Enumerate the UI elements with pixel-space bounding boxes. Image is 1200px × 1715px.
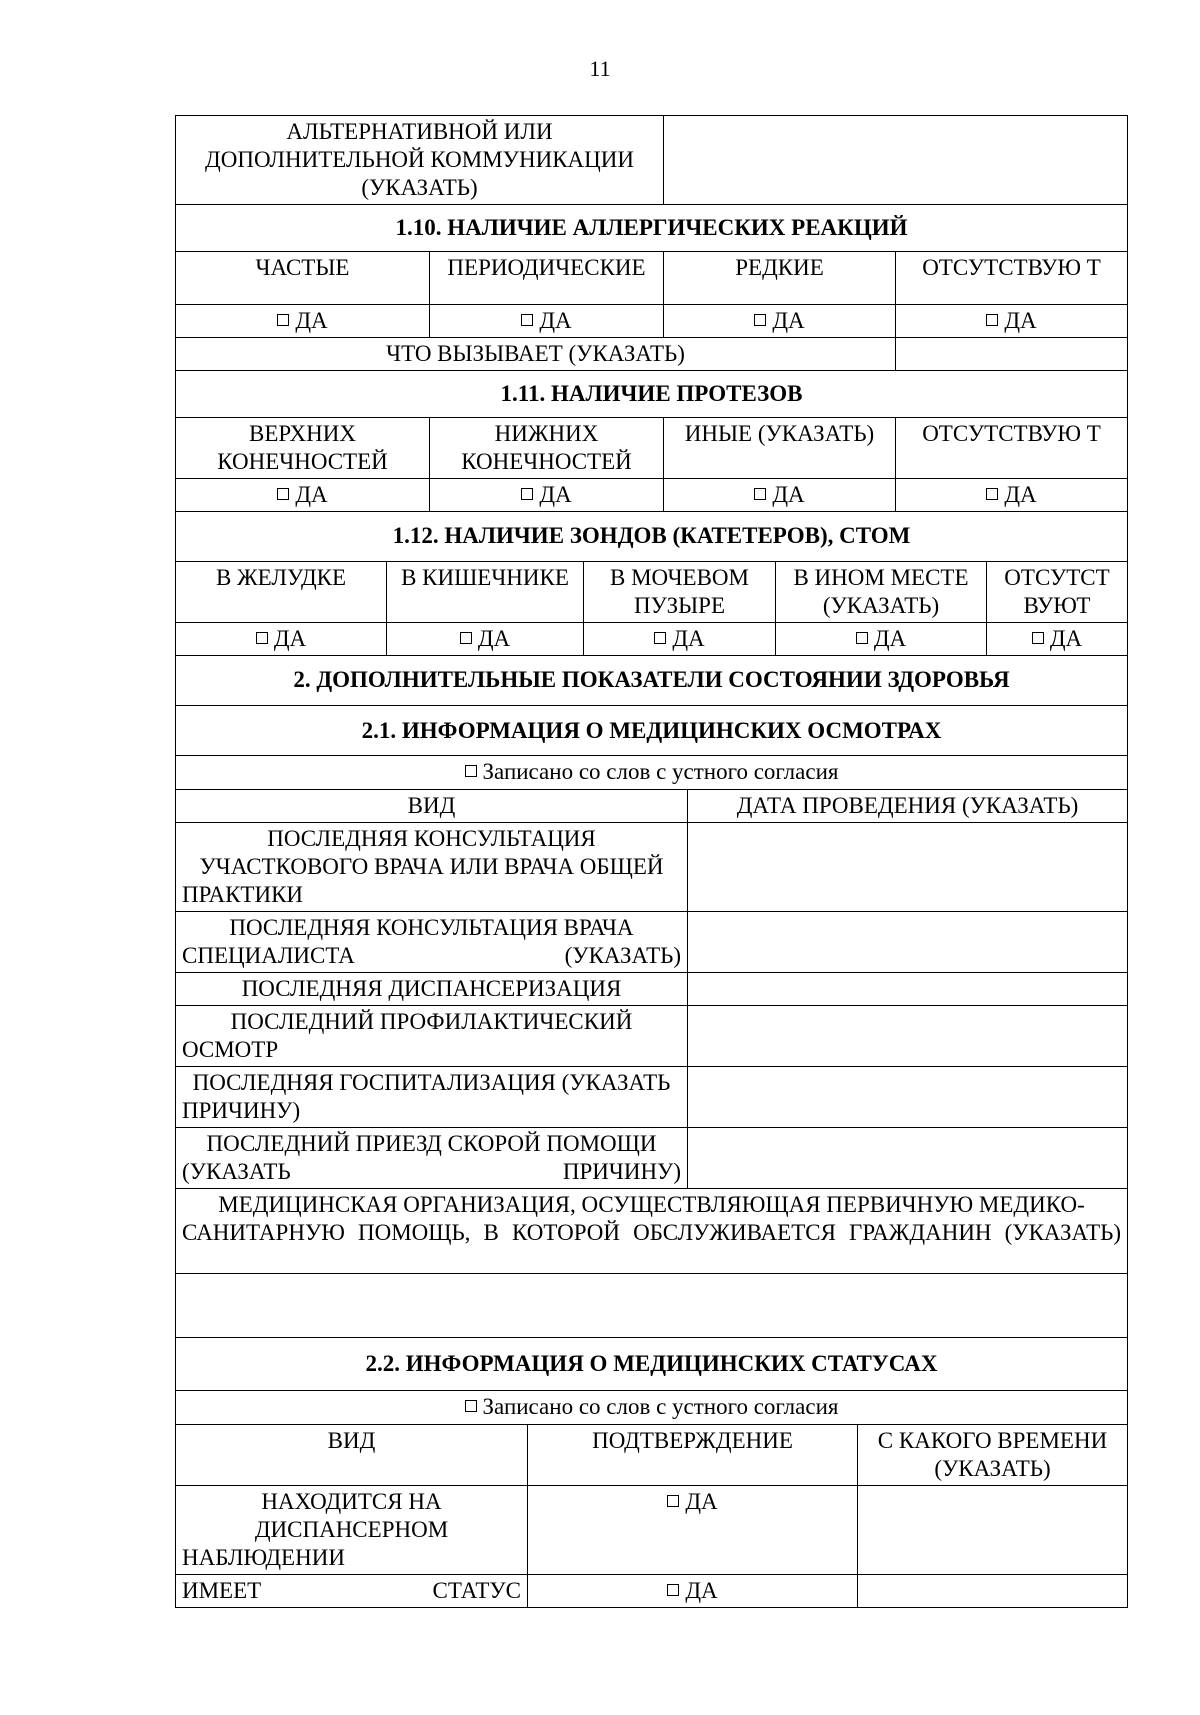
yes-label: ДА [685, 1577, 718, 1603]
exam-row-label: ПОСЛЕДНЯЯ КОНСУЛЬТАЦИЯ ВРАЧА СПЕЦИАЛИСТА (УКАЗАТЬ) [176, 912, 688, 973]
statuses-title: 2.2. ИНФОРМАЦИЯ О МЕДИЦИНСКИХ СТАТУСАХ [176, 1338, 1128, 1390]
allergy-table [175, 205, 1128, 371]
allergy-col-absent: ОТСУТСТВУЮ Т [896, 251, 1128, 304]
probes-col-bladder: В МОЧЕВОМ ПУЗЫРЕ [584, 561, 776, 622]
status-row-since[interactable] [858, 1574, 1128, 1607]
status-row-label: НАХОДИТСЯ НА ДИСПАНСЕРНОМ НАБЛЮДЕНИИ [176, 1485, 528, 1574]
prosthesis-col-lower: НИЖНИХ КОНЕЧНОСТЕЙ [430, 418, 664, 479]
page-number: 11 [589, 56, 611, 81]
probes-stomach-checkbox[interactable] [176, 622, 387, 655]
probes-absent-checkbox[interactable] [987, 622, 1128, 655]
exam-row-date[interactable] [688, 823, 1128, 912]
checkbox-icon[interactable] [277, 314, 289, 326]
prosthesis-other-checkbox[interactable] [664, 479, 896, 512]
yes-label: ДА [1004, 307, 1037, 333]
probes-col-stomach: В ЖЕЛУДКЕ [176, 561, 387, 622]
allergy-frequent-checkbox[interactable] [176, 304, 430, 337]
medical-org-value[interactable] [176, 1274, 1128, 1338]
yes-label: ДА [295, 307, 328, 333]
status-row-confirm[interactable] [528, 1574, 858, 1607]
exams-col-date: ДАТА ПРОВЕДЕНИЯ (УКАЗАТЬ) [688, 790, 1128, 823]
allergy-absent-checkbox[interactable] [896, 304, 1128, 337]
checkbox-icon[interactable] [460, 632, 472, 644]
prosthesis-table [175, 371, 1128, 513]
allergy-periodic-checkbox[interactable] [430, 304, 664, 337]
checkbox-icon[interactable] [465, 1400, 477, 1412]
probes-other-checkbox[interactable] [776, 622, 987, 655]
statuses-col-type: ВИД [176, 1424, 528, 1485]
medical-form [175, 115, 1128, 1608]
exam-row-date[interactable] [688, 1067, 1128, 1128]
exams-col-type: ВИД [176, 790, 688, 823]
prosthesis-title: 1.11. НАЛИЧИЕ ПРОТЕЗОВ [176, 371, 1128, 418]
allergy-rare-checkbox[interactable] [664, 304, 896, 337]
yes-label: ДА [295, 482, 328, 507]
statuses-table [175, 1338, 1128, 1608]
communication-value[interactable] [664, 116, 1128, 205]
checkbox-icon[interactable] [754, 314, 766, 326]
probes-title: 1.12. НАЛИЧИЕ ЗОНДОВ (КАТЕТЕРОВ), СТОМ [176, 512, 1128, 561]
yes-label: ДА [873, 625, 907, 651]
prosthesis-lower-checkbox[interactable] [430, 479, 664, 512]
probes-intestine-checkbox[interactable] [387, 622, 584, 655]
checkbox-icon[interactable] [986, 488, 998, 500]
status-row-confirm[interactable] [528, 1485, 858, 1574]
prosthesis-col-other: ИНЫЕ (УКАЗАТЬ) [664, 418, 896, 479]
allergy-col-rare: РЕДКИЕ [664, 251, 896, 304]
allergy-col-periodic: ПЕРИОДИЧЕСКИЕ [430, 251, 664, 304]
prosthesis-col-upper: ВЕРХНИХ КОНЕЧНОСТЕЙ [176, 418, 430, 479]
checkbox-icon[interactable] [465, 765, 477, 777]
exams-title: 2.1. ИНФОРМАЦИЯ О МЕДИЦИНСКИХ ОСМОТРАХ [176, 706, 1128, 756]
consent-label: Записано со слов с устного согласия [482, 759, 839, 784]
yes-label: ДА [1004, 482, 1037, 507]
checkbox-icon[interactable] [754, 488, 766, 500]
exams-table [175, 656, 1128, 1339]
status-row-label: ИМЕЕТ СТАТУС [176, 1574, 528, 1607]
checkbox-icon[interactable] [654, 632, 666, 644]
yes-label: ДА [1049, 625, 1083, 651]
statuses-consent[interactable] [176, 1390, 1128, 1424]
allergy-col-frequent: ЧАСТЫЕ [176, 251, 430, 304]
prosthesis-absent-checkbox[interactable] [896, 479, 1128, 512]
exam-row-date[interactable] [688, 1006, 1128, 1067]
checkbox-icon[interactable] [521, 488, 533, 500]
yes-label: ДА [672, 625, 705, 651]
checkbox-icon[interactable] [256, 632, 268, 644]
allergy-title: 1.10. НАЛИЧИЕ АЛЛЕРГИЧЕСКИХ РЕАКЦИЙ [176, 205, 1128, 251]
probes-bladder-checkbox[interactable] [584, 622, 776, 655]
prosthesis-upper-checkbox[interactable] [176, 479, 430, 512]
yes-label: ДА [772, 307, 805, 333]
probes-col-absent: ОТСУТСТ ВУЮТ [987, 561, 1128, 622]
checkbox-icon[interactable] [856, 632, 868, 644]
probes-table [175, 512, 1128, 656]
yes-label: ДА [539, 482, 572, 507]
probes-col-intestine: В КИШЕЧНИКЕ [387, 561, 584, 622]
yes-label: ДА [772, 482, 805, 507]
checkbox-icon[interactable] [986, 314, 998, 326]
exam-row-label: ПОСЛЕДНИЙ ПРОФИЛАКТИЧЕСКИЙ ОСМОТР [176, 1006, 688, 1067]
exam-row-date[interactable] [688, 1128, 1128, 1189]
status-row-since[interactable] [858, 1485, 1128, 1574]
checkbox-icon[interactable] [521, 314, 533, 326]
exam-row-label: ПОСЛЕДНИЙ ПРИЕЗД СКОРОЙ ПОМОЩИ (УКАЗАТЬ ПРИЧИНУ) [176, 1128, 688, 1189]
medical-org-label: МЕДИЦИНСКАЯ ОРГАНИЗАЦИЯ, ОСУЩЕСТВЛЯЮЩАЯ ПЕРВИЧНУЮ МЕДИКО-САНИТАРНУЮ ПОМОЩЬ, В КОТОРОЙ ОБСЛУЖИВАЕТСЯ ГРАЖДАНИН (УКАЗАТЬ) [176, 1189, 1128, 1274]
yes-label: ДА [539, 307, 572, 333]
yes-label: ДА [273, 625, 307, 651]
statuses-col-since: С КАКОГО ВРЕМЕНИ (УКАЗАТЬ) [858, 1424, 1128, 1485]
probes-col-other: В ИНОМ МЕСТЕ (УКАЗАТЬ) [776, 561, 987, 622]
checkbox-icon[interactable] [667, 1495, 679, 1507]
allergy-cause-value[interactable] [896, 337, 1128, 370]
yes-label: ДА [685, 1488, 718, 1514]
checkbox-icon[interactable] [277, 488, 289, 500]
exam-row-label: ПОСЛЕДНЯЯ ГОСПИТАЛИЗАЦИЯ (УКАЗАТЬ ПРИЧИНУ) [176, 1067, 688, 1128]
section2-title: 2. ДОПОЛНИТЕЛЬНЫЕ ПОКАЗАТЕЛИ СОСТОЯНИИ ЗДОРОВЬЯ [176, 656, 1128, 706]
exams-consent[interactable] [176, 756, 1128, 790]
exam-row-label: ПОСЛЕДНЯЯ ДИСПАНСЕРИЗАЦИЯ [176, 973, 688, 1006]
checkbox-icon[interactable] [667, 1584, 679, 1596]
allergy-cause-label: ЧТО ВЫЗЫВАЕТ (УКАЗАТЬ) [176, 337, 896, 370]
exam-row-date[interactable] [688, 973, 1128, 1006]
statuses-col-confirm: ПОДТВЕРЖДЕНИЕ [528, 1424, 858, 1485]
yes-label: ДА [477, 625, 511, 651]
prosthesis-col-absent: ОТСУТСТВУЮ Т [896, 418, 1128, 479]
consent-label: Записано со слов с устного согласия [482, 1393, 839, 1419]
communication-label: АЛЬТЕРНАТИВНОЙ ИЛИ ДОПОЛНИТЕЛЬНОЙ КОММУНИКАЦИИ (УКАЗАТЬ) [176, 116, 664, 205]
exam-row-date[interactable] [688, 912, 1128, 973]
communication-table [175, 115, 1128, 205]
checkbox-icon[interactable] [1032, 632, 1044, 644]
exam-row-label: ПОСЛЕДНЯЯ КОНСУЛЬТАЦИЯ УЧАСТКОВОГО ВРАЧА ИЛИ ВРАЧА ОБЩЕЙ ПРАКТИКИ [176, 823, 688, 912]
